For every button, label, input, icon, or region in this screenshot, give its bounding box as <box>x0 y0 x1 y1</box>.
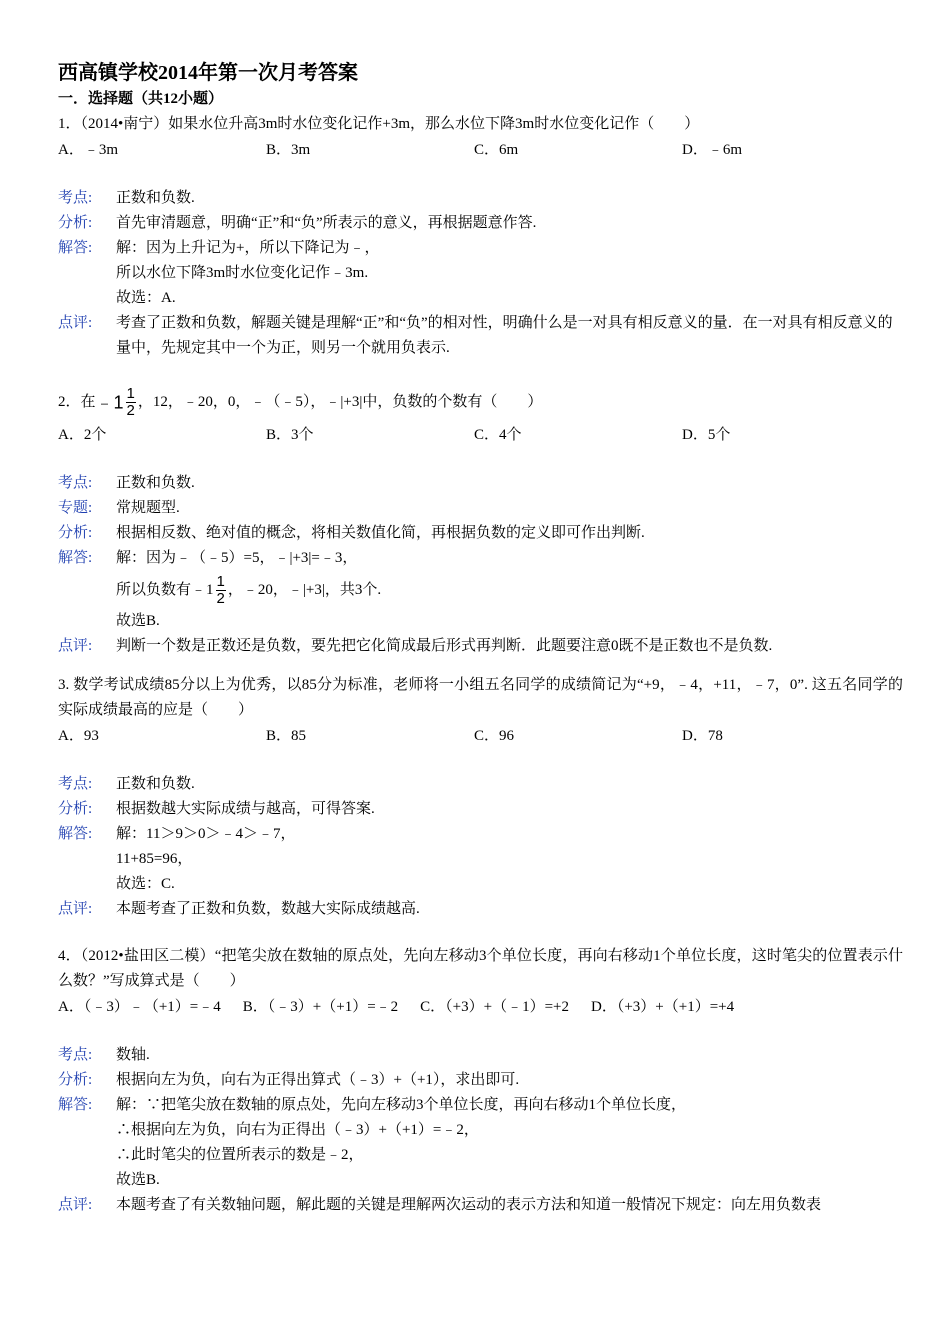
jieda-label: 解答: <box>58 825 93 842</box>
jieda-line: ∴根据向左为负，向右为正得出（﹣3）+（+1）=﹣2， <box>116 1121 479 1138</box>
dianping-row <box>58 897 903 922</box>
option-c: C．（+3）+（﹣1）=+2 <box>420 998 569 1015</box>
fenxi-label: 分析: <box>58 800 93 817</box>
question-stem: 2．在﹣1 $\frac{1}{2}$ ，12，﹣20，0，﹣（﹣5），﹣|+3|中，负数的个数有（ ） <box>58 385 543 420</box>
dianping-row <box>58 311 903 361</box>
kaodian-label: 考点: <box>58 190 93 206</box>
kaodian-text: 正数和负数. <box>116 775 195 792</box>
kaodian-row <box>58 1043 903 1068</box>
fenxi-label: 分析: <box>58 1071 93 1088</box>
kaodian-row <box>58 772 903 797</box>
jieda-label: 解答: <box>58 549 93 566</box>
question-stem: 4．（2012•盐田区二模）“把笔尖放在数轴的原点处，先向左移动3个单位长度，再向右移动1个单位长度，这时笔尖的位置表示什么数？”写成算式是（ ） <box>58 947 903 989</box>
jieda-row <box>58 236 903 311</box>
dianping-label: 点评: <box>58 1196 93 1213</box>
kaodian-row <box>58 471 903 496</box>
option-b: B．3m <box>266 142 311 158</box>
question-stem: 3. 数学考试成绩85分以上为优秀，以85分为标准，老师将一小组五名同学的成绩简记为“+9，﹣4，+11，﹣7，0”. 这五名同学的实际成绩最高的应是（ ） <box>58 676 903 718</box>
fenxi-label: 分析: <box>58 215 93 231</box>
kaodian-label: 考点: <box>58 474 93 491</box>
zhuanti-label: 专题: <box>58 499 93 516</box>
kaodian-text: 正数和负数. <box>116 190 195 206</box>
option-c: C．4个 <box>474 426 522 443</box>
options <box>58 994 903 1021</box>
fenxi-row <box>58 521 903 546</box>
jieda-line: 解：因为﹣（﹣5）=5，﹣|+3|=﹣3， <box>116 549 358 566</box>
jieda-row <box>58 822 903 897</box>
fenxi-row <box>58 211 903 236</box>
jieda-line: 解：因为上升记为+，所以下降记为﹣， <box>116 240 380 256</box>
dianping-label: 点评: <box>58 900 93 917</box>
jieda-label: 解答: <box>58 1096 93 1113</box>
dianping-text: 判断一个数是正数还是负数，要先把它化简成最后形式再判断．此题要注意0既不是正数也不是负数. <box>116 637 773 654</box>
option-a: A．2个 <box>58 426 107 443</box>
fraction: $\frac{1}{2}$ <box>126 385 135 420</box>
jieda-row <box>58 546 903 634</box>
dianping-row <box>58 1193 903 1218</box>
mixed-number-whole: ﹣1 <box>95 392 124 413</box>
options <box>58 422 903 449</box>
document-title: 西高镇学校2014年第一次月考答案 <box>58 62 358 84</box>
question-2 <box>58 383 903 659</box>
jieda-line: ∴此时笔尖的位置所表示的数是﹣2， <box>116 1146 364 1163</box>
jieda-line: 故选B. <box>116 612 160 629</box>
fenxi-text: 首先审清题意，明确“正”和“负”所表示的意义，再根据题意作答. <box>116 215 537 231</box>
answer-document <box>58 58 903 1218</box>
option-a: A．﹣3m <box>58 142 119 158</box>
jieda-row <box>58 1093 903 1193</box>
jieda-line: 所以水位下降3m时水位变化记作﹣3m. <box>116 265 369 281</box>
question-stem: 1．（2014•南宁）如果水位升高3m时水位变化记作+3m，那么水位下降3m时水位变化记作（ ） <box>58 116 700 132</box>
option-c: C．6m <box>474 142 519 158</box>
fenxi-text: 根据相反数、绝对值的概念，将相关数值化简，再根据负数的定义即可作出判断. <box>116 524 645 541</box>
options <box>58 723 903 750</box>
option-b: B．85 <box>266 727 307 744</box>
zhuanti-text: 常规题型. <box>116 499 180 516</box>
jieda-line: 解：∵把笔尖放在数轴的原点处，先向左移动3个单位长度，再向右移动1个单位长度， <box>116 1096 687 1113</box>
question-1 <box>58 112 903 361</box>
jieda-label: 解答: <box>58 240 93 256</box>
dianping-text: 考查了正数和负数，解题关键是理解“正”和“负”的相对性，明确什么是一对具有相反意义的量．在一对具有相反意义的量中，先规定其中一个为正，则另一个就用负表示. <box>116 315 893 356</box>
fenxi-row <box>58 1068 903 1093</box>
dianping-text: 本题考查了正数和负数，数越大实际成绩越高. <box>116 900 420 917</box>
jieda-line: 故选：A. <box>116 290 176 306</box>
question-3 <box>58 673 903 922</box>
option-d: D．﹣6m <box>682 142 743 158</box>
option-d: D．（+3）+（+1）=+4 <box>591 998 735 1015</box>
dianping-label: 点评: <box>58 637 93 654</box>
option-a: A．93 <box>58 727 99 744</box>
fenxi-row <box>58 797 903 822</box>
section-heading: 一．选择题（共12小题） <box>58 91 224 107</box>
fenxi-text: 根据数越大实际成绩与越高，可得答案. <box>116 800 375 817</box>
dianping-row <box>58 634 903 659</box>
option-d: D．78 <box>682 727 723 744</box>
kaodian-text: 正数和负数. <box>116 474 195 491</box>
jieda-line: 所以负数有﹣1 $\frac{1}{2}$ ，﹣20，﹣|+3|，共3个. <box>116 572 382 607</box>
kaodian-label: 考点: <box>58 775 93 792</box>
kaodian-label: 考点: <box>58 1046 93 1063</box>
jieda-line: 11+85=96， <box>116 850 193 867</box>
option-a: A．（﹣3）﹣（+1）=﹣4 <box>58 998 221 1015</box>
question-4 <box>58 944 903 1218</box>
fenxi-label: 分析: <box>58 524 93 541</box>
jieda-line: 故选：C. <box>116 875 175 892</box>
kaodian-row <box>58 186 903 211</box>
zhuanti-row <box>58 496 903 521</box>
fraction: $\frac{1}{2}$ <box>216 572 225 607</box>
option-d: D．5个 <box>682 426 731 443</box>
option-b: B．3个 <box>266 426 314 443</box>
option-c: C．96 <box>474 727 515 744</box>
jieda-line: 解：11＞9＞0＞﹣4＞﹣7， <box>116 825 296 842</box>
kaodian-text: 数轴. <box>116 1046 150 1063</box>
dianping-label: 点评: <box>58 315 93 331</box>
option-b: B．（﹣3）+（+1）=﹣2 <box>242 998 399 1015</box>
dianping-text: 本题考查了有关数轴问题，解此题的关键是理解两次运动的表示方法和知道一般情况下规定：向左用负数表 <box>116 1196 822 1213</box>
fenxi-text: 根据向左为负，向右为正得出算式（﹣3）+（+1），求出即可. <box>116 1071 520 1088</box>
jieda-line: 故选B. <box>116 1171 160 1188</box>
options <box>58 137 903 164</box>
